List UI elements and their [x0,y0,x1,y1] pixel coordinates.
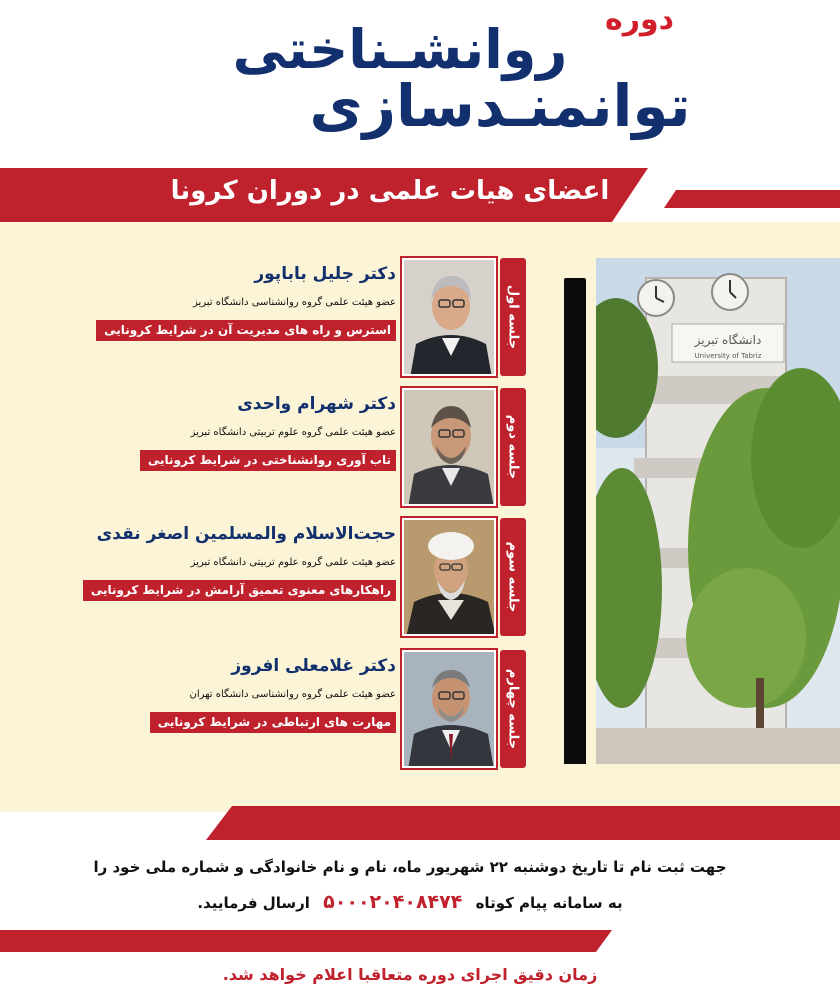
session-2 [80,388,560,506]
session-2-tab [500,388,526,506]
registration-line-2-pre: به سامانه پیام کوتاه [475,894,623,912]
footer-top-bar [0,806,840,840]
header [0,0,840,160]
session-4-tab [500,650,526,768]
registration-line-2 [60,891,760,913]
person-portrait-icon [404,390,496,506]
course-label: دوره [605,2,675,37]
session-4-topic: مهارت های ارتباطی در شرایط کرونایی [150,712,396,733]
session-4 [80,650,560,768]
footer-bottom-shape [0,930,612,952]
session-1-tab [500,258,526,376]
session-4-affiliation: عضو هیئت علمی گروه روانشناسی دانشگاه تهران [189,689,396,700]
session-3-speaker-name: حجت‌الاسلام والمسلمین اصغر نقدی [96,524,396,544]
person-portrait-icon [404,520,496,636]
title-line-1: روانشـناختی [232,18,568,81]
session-2-affiliation: عضو هیئت علمی گروه علوم تربیتی دانشگاه تبریز [190,427,396,438]
sms-number: ۵۰۰۰۲۰۴۰۸۴۷۴ [323,891,463,913]
session-3-portrait [402,518,496,636]
session-1-portrait [402,258,496,376]
university-sign-en: University of Tabriz [694,352,762,360]
black-divider [564,278,586,764]
session-4-speaker-name: دکتر غلامعلی افروز [231,656,396,676]
person-portrait-icon [404,652,496,768]
registration-line-1: جهت ثبت نام تا تاریخ دوشنبه ۲۲ شهریور ماه، نام و نام خانوادگی و شماره ملی خود را [93,858,727,876]
session-3-tab [500,518,526,636]
banner-right-stripe [664,190,840,208]
session-3-tab-label: جلسه سوم [505,541,521,613]
session-2-speaker-name: دکتر شهرام واحدی [237,394,396,414]
session-4-portrait [402,650,496,768]
session-4-tab-label: جلسه چهارم [505,668,521,750]
session-1-affiliation: عضو هیئت علمی گروه روانشناسی دانشگاه تبریز [192,297,396,308]
session-3-topic: راهکارهای معنوی تعمیق آرامش در شرایط کرونایی [83,580,396,601]
session-2-tab-label: جلسه دوم [505,414,521,480]
session-1-tab-label: جلسه اول [505,284,521,350]
university-photo [596,258,840,764]
footer-top-shape [206,806,840,840]
session-3-affiliation: عضو هیئت علمی گروه علوم تربیتی دانشگاه تبریز [190,557,396,568]
university-sign: دانشگاه تبریز [694,333,762,347]
person-portrait-icon [404,260,496,376]
schedule-notice: زمان دقیق اجرای دوره متعاقبا اعلام خواهد شد. [222,965,598,984]
title-line-2: توانمنـدسازی [309,72,691,140]
session-3 [80,518,560,636]
banner-title: اعضای هیات علمی در دوران کرونا [170,176,610,206]
session-2-portrait [402,388,496,506]
footer-bottom-bar [0,930,840,952]
session-1-speaker-name: دکتر جلیل باباپور [254,264,396,284]
session-1 [80,258,560,376]
university-tower-image [596,258,840,764]
session-2-topic: تاب آوری روانشناختی در شرایط کرونایی [140,450,396,471]
registration-line-2-post: ارسال فرمایید. [197,894,310,912]
session-1-topic: استرس و راه های مدیریت آن در شرایط کرونایی [96,320,396,341]
